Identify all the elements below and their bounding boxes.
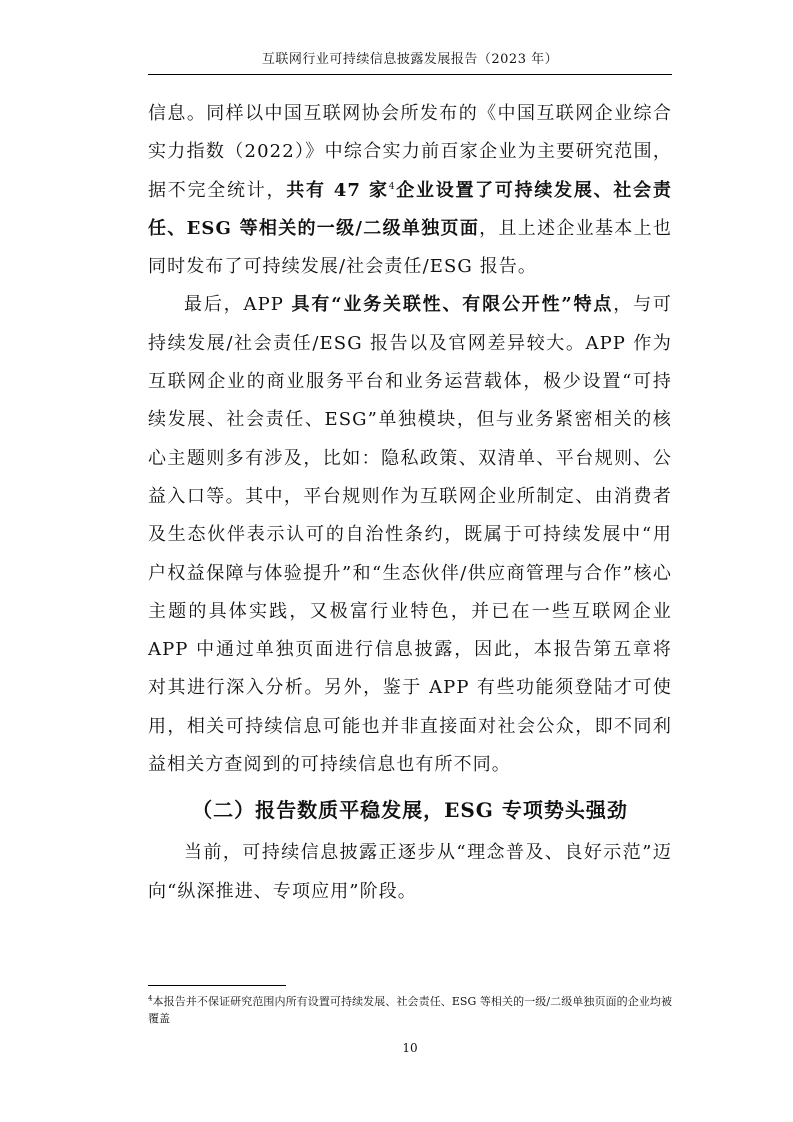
section-heading: （二）报告数质平稳发展，ESG 专项势头强劲 bbox=[192, 798, 628, 823]
paragraph-1-bold-text: 企业设置了可持续发展、社会责任、ESG 等相关的一级/二级单独页面 bbox=[148, 179, 672, 239]
paragraph-3: 当前，可持续信息披露正逐步从“理念普及、良好示范”迈向“纵深推进、专项应用”阶段。 bbox=[148, 842, 672, 902]
header-divider bbox=[148, 74, 672, 75]
footnote-marker: 4 bbox=[148, 994, 153, 1003]
main-body bbox=[148, 95, 672, 911]
page-number: 10 bbox=[402, 1041, 418, 1055]
paragraph-2-text-c: ，与可持续发展/社会责任/ESG 报告以及官网差异较大。APP 作为互联网企业的商业服务平台和业务运营载体，极少设置“可持续发展、社会责任、ESG”单独模块，但与业务紧密相关的核心主题则多有涉及，比如：隐私政策、双清单、平台规则、公益入口等。其中，平台规则作为互联网企业所制定、由消费者及生态伙伴表示认可的自治性条约，既属于可持续发展中“用户权益保障与体验提升”和“生态伙伴/供应商管理与合作”核心主题的具体实践，又极富行业特色，并已在一些互联网企业 APP 中通过单独页面进行信息披露，因此，本报告第五章将对其进行深入分析。另外，鉴于 APP 有些功能须登陆才可使用，相关可持续信息可能也并非直接面对社会公众，即不同利益相关方查阅到的可持续信息也有所不同。 bbox=[148, 294, 672, 776]
footnote-reference[interactable]: 4 bbox=[388, 181, 396, 192]
footnote bbox=[148, 993, 672, 1027]
paragraph-1-text-d: ，且上述企业基本上也同时发布了可持续发展/社会责任/ESG 报告。 bbox=[148, 217, 672, 278]
paragraph-2-text-a: 最后，APP bbox=[184, 294, 292, 316]
paragraph-1-text-a: 信息。同样以中国互联网协会所发布的《中国互联网企业综合实力指数（2022）》中综合实力前百家企业为主要研究范围，据不完全统计， bbox=[148, 103, 672, 201]
paragraph-2-bold-text: 具有“业务关联性、有限公开性”特点 bbox=[291, 294, 614, 316]
paragraph-1 bbox=[148, 95, 672, 286]
footnote-divider bbox=[148, 985, 286, 986]
footnote-text: 本报告并不保证研究范围内所有设置可持续发展、社会责任、ESG 等相关的一级/二级单独页面的企业均被覆盖 bbox=[148, 995, 672, 1025]
running-header: 互联网行业可持续信息披露发展报告（2023 年） bbox=[261, 52, 559, 67]
paragraph-2 bbox=[148, 286, 672, 784]
paragraph-1-bold-count: 共有 47 家 bbox=[286, 179, 389, 201]
